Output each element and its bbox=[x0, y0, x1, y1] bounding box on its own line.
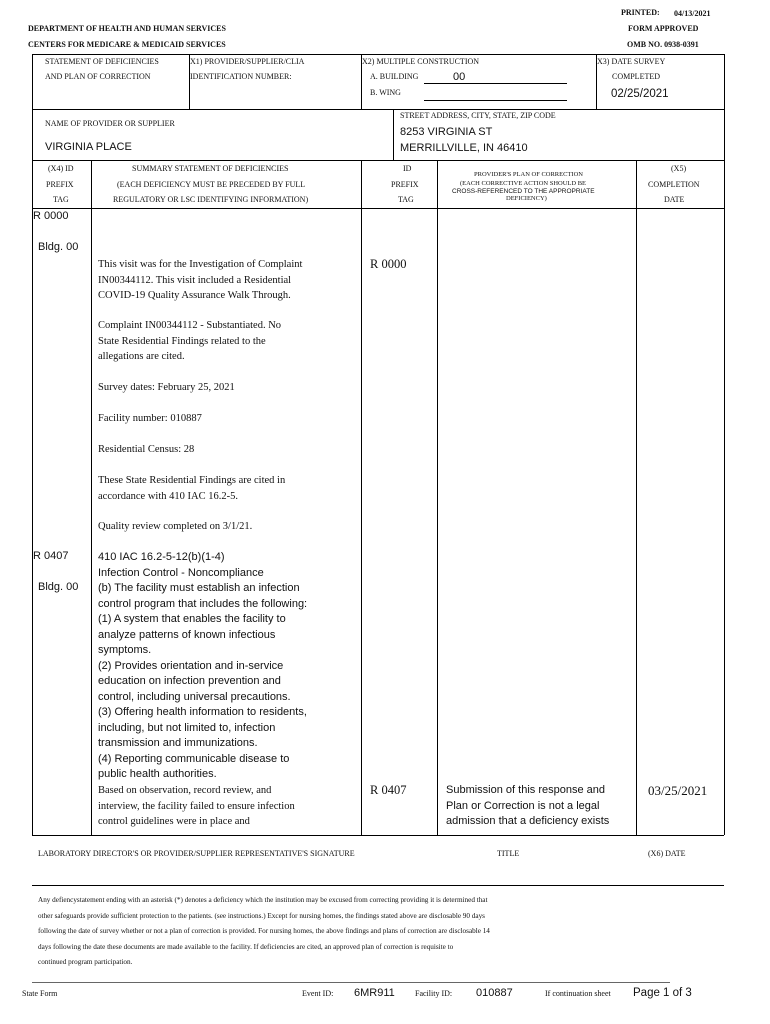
x1-label-2: IDENTIFICATION NUMBER: bbox=[190, 72, 292, 81]
x5-label-3: DATE bbox=[664, 195, 685, 204]
plan-of-correction-text: Submission of this response and Plan or Correction is not a legal admission that a deficiency exists bbox=[446, 784, 610, 827]
plan-header-3: CROSS-REFERENCED TO THE APPROPRIATE bbox=[452, 188, 595, 195]
x5-label-2: COMPLETION bbox=[648, 180, 700, 189]
completion-date: 03/25/2021 bbox=[648, 783, 708, 798]
tag-r0000: R 0000 bbox=[33, 210, 69, 222]
event-id-label: Event ID: bbox=[302, 989, 334, 998]
building-tag-1: Bldg. 00 bbox=[38, 241, 79, 253]
facility-number: Facility number: 010887 bbox=[98, 413, 202, 424]
printed-date: 04/13/2021 bbox=[674, 9, 711, 18]
x1-label-1: X1) PROVIDER/SUPPLIER/CLIA bbox=[190, 57, 305, 66]
finding-text: Based on observation, record review, and interview, the facility failed to ensure infection control guidelines were in place and bbox=[98, 785, 295, 827]
summary-header-3: REGULATORY OR LSC IDENTIFYING INFORMATION) bbox=[113, 195, 309, 204]
page-number: Page 1 of 3 bbox=[633, 987, 692, 999]
visit-paragraph: This visit was for the Investigation of Complaint IN00344112. This visit included a Residential COVID-19 Quality Assurance Walk Through. bbox=[98, 259, 303, 301]
centers-title: CENTERS FOR MEDICARE & MEDICAID SERVICES bbox=[28, 40, 226, 49]
address-line-2: MERRILLVILLE, IN 46410 bbox=[400, 142, 528, 154]
building-tag-2: Bldg. 00 bbox=[38, 581, 79, 593]
x6-date-label: (X6) DATE bbox=[648, 849, 686, 858]
summary-header-1: SUMMARY STATEMENT OF DEFICIENCIES bbox=[132, 164, 289, 173]
statement-label-2: AND PLAN OF CORRECTION bbox=[45, 72, 151, 81]
id-label-2: PREFIX bbox=[391, 180, 419, 189]
plan-header-1: PROVIDER'S PLAN OF CORRECTION bbox=[474, 171, 583, 178]
address-line-1: 8253 VIRGINIA ST bbox=[400, 126, 493, 138]
residential-census: Residential Census: 28 bbox=[98, 444, 195, 455]
form-approved: FORM APPROVED bbox=[628, 24, 699, 33]
address-label: STREET ADDRESS, CITY, STATE, ZIP CODE bbox=[400, 111, 556, 120]
statement-label-1: STATEMENT OF DEFICIENCIES bbox=[45, 57, 159, 66]
regulation-text: 410 IAC 16.2-5-12(b)(1-4) Infection Control - Noncompliance (b) The facility must establish an infection control program that includes the following: (1) A system that enables the facility to analyze patterns of known infectious symptoms. (2) Provides orientation and in-service education on infection prevention and control, including universal precautions. (3) Offering health information to residents, including, but not limited to, infection transmission and immunizations. (4) Reporting communicable disease to public health authorities. bbox=[98, 551, 308, 780]
findings-paragraph: These State Residential Findings are cited in accordance with 410 IAC 16.2-5. bbox=[98, 475, 286, 502]
x4-label-3: TAG bbox=[53, 195, 69, 204]
signature-label: LABORATORY DIRECTOR'S OR PROVIDER/SUPPLIER REPRESENTATIVE'S SIGNATURE bbox=[38, 849, 355, 858]
x4-label-1: (X4) ID bbox=[48, 164, 74, 173]
id-tag-r0407: R 0407 bbox=[370, 783, 407, 797]
plan-header-4: DEFICIENCY) bbox=[506, 195, 547, 202]
survey-date: 02/25/2021 bbox=[611, 88, 669, 100]
x3-label-1: X3) DATE SURVEY bbox=[597, 57, 666, 66]
id-label-3: TAG bbox=[398, 195, 414, 204]
facility-id: 010887 bbox=[476, 987, 513, 999]
x2-label: X2) MULTIPLE CONSTRUCTION bbox=[362, 57, 480, 66]
title-label: TITLE bbox=[497, 849, 520, 858]
facility-id-label: Facility ID: bbox=[415, 989, 453, 998]
summary-header-2: (EACH DEFICIENCY MUST BE PRECEDED BY FULL bbox=[117, 180, 306, 189]
plan-header-2: (EACH CORRECTIVE ACTION SHOULD BE bbox=[460, 180, 587, 187]
provider-name: VIRGINIA PLACE bbox=[45, 141, 132, 153]
x3-label-2: COMPLETED bbox=[612, 72, 660, 81]
event-id: 6MR911 bbox=[354, 987, 395, 999]
state-form-label: State Form bbox=[22, 989, 58, 998]
printed-label: PRINTED: bbox=[621, 8, 660, 17]
omb-number: OMB NO. 0938-0391 bbox=[627, 40, 699, 49]
department-title: DEPARTMENT OF HEALTH AND HUMAN SERVICES bbox=[28, 24, 226, 33]
x4-label-2: PREFIX bbox=[46, 180, 74, 189]
x5-label-1: (X5) bbox=[671, 164, 687, 173]
provider-name-label: NAME OF PROVIDER OR SUPPLIER bbox=[45, 119, 175, 128]
continuation-label: If continuation sheet bbox=[545, 989, 611, 998]
tag-r0407: R 0407 bbox=[33, 550, 69, 562]
survey-dates: Survey dates: February 25, 2021 bbox=[98, 382, 235, 393]
disclaimer: Any defiencystatement ending with an asterisk (*) denotes a deficiency which the institution may be excused from correcting providing it is determined that other safeguards provide sufficient protection to the patients. (see instructions.) Except for nursing homes, the findings stated above are disclosable 90 days following the date of survey whether or not a plan of correction is provided. For nursing homes, the above findings and plans of correction are disclosable 14 days following the date these documents are made available to the facility. If deficiencies are cited, an approved plan of correction is requisite to continued program participation. bbox=[38, 896, 490, 966]
building-label: A. BUILDING bbox=[370, 72, 419, 81]
building-value: 00 bbox=[453, 71, 466, 83]
id-tag-r0000: R 0000 bbox=[370, 257, 407, 271]
quality-review: Quality review completed on 3/1/21. bbox=[98, 521, 253, 532]
id-label-1: ID bbox=[403, 164, 412, 173]
complaint-paragraph: Complaint IN00344112 - Substantiated. No State Residential Findings related to the allegations are cited. bbox=[98, 320, 282, 362]
wing-label: B. WING bbox=[370, 88, 401, 97]
